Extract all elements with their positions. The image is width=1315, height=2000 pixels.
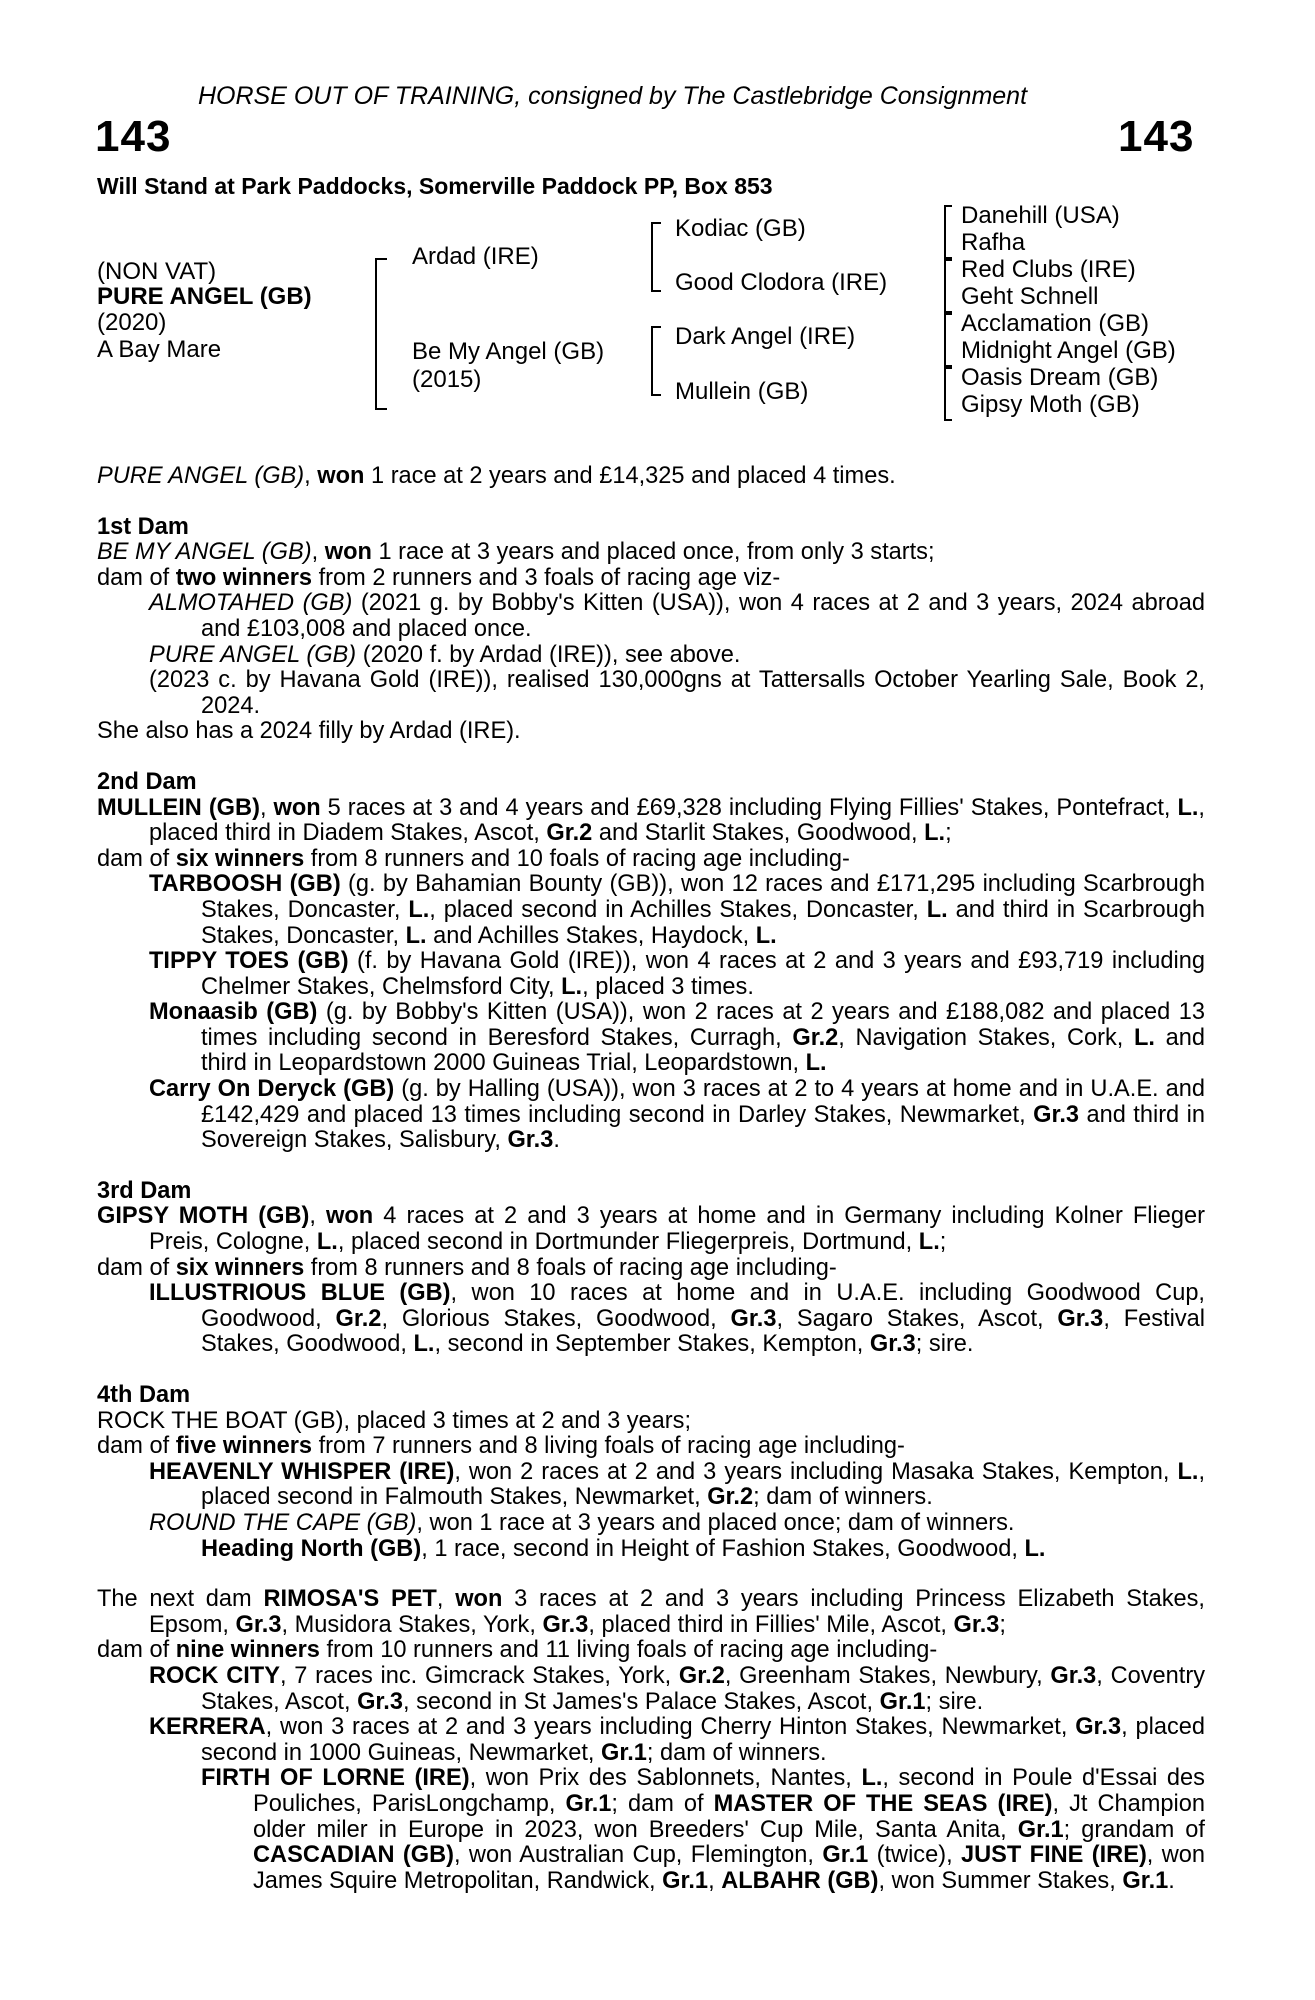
first-dam-produce: dam of two winners from 2 runners and 3 foals of racing age viz- xyxy=(97,564,781,591)
second-dam-offspring: TARBOOSH (GB) (g. by Bahamian Bounty (GB)), won 12 races and £171,295 including Scarbrough Stakes, Doncaster, L., placed second in Achilles Stakes, Doncaster, L. and third in Scarbrough Stakes, Doncaster, L. and Achilles Stakes, Haydock, L. xyxy=(149,871,1205,949)
first-dam-title: 1st Dam xyxy=(97,513,189,540)
consignment-line: HORSE OUT OF TRAINING, consigned by The Castlebridge Consignment xyxy=(198,82,1028,110)
dd-dam: Gipsy Moth (GB) xyxy=(961,391,1140,418)
second-dam-produce: dam of six winners from 8 runners and 10 foals of racing age including- xyxy=(97,845,850,872)
fourth-dam-offspring: ROUND THE CAPE (GB), won 1 race at 3 years and placed once; dam of winners. xyxy=(149,1509,1015,1536)
vat-status: (NON VAT) xyxy=(97,258,217,285)
bracket-parents xyxy=(375,258,387,410)
summary-line: PURE ANGEL (GB), won 1 race at 2 years and £14,325 and placed 4 times. xyxy=(97,463,896,489)
third-dam-section xyxy=(97,1179,1205,1358)
third-dam-title: 3rd Dam xyxy=(97,1177,192,1204)
fourth-dam-offspring: HEAVENLY WHISPER (IRE), won 2 races at 2 and 3 years including Masaka Stakes, Kempton, L., placed second in Falmouth Stakes, Newmarket, Gr.2; dam of winners. xyxy=(149,1458,1205,1511)
second-dam-record: MULLEIN (GB), won 5 races at 3 and 4 years and £69,328 including Flying Fillies' Stakes, Pontefract, L., placed third in Diadem Stakes, Ascot, Gr.2 and Starlit Stakes, Goodwood, L.; xyxy=(97,794,1205,847)
bracket-sd xyxy=(944,259,952,313)
ss-dam: Rafha xyxy=(961,229,1026,256)
ds-sire: Acclamation (GB) xyxy=(961,310,1150,337)
second-dam-offspring: TIPPY TOES (GB) (f. by Havana Gold (IRE)), won 4 races at 2 and 3 years and £93,719 including Chelmer Stakes, Chelmsford City, L., placed 3 times. xyxy=(149,948,1205,1000)
sd-dam: Geht Schnell xyxy=(961,283,1099,310)
pedigree-notes xyxy=(97,464,1205,1894)
dam-sire: Dark Angel (IRE) xyxy=(675,323,856,350)
fourth-dam-record: ROCK THE BOAT (GB), placed 3 times at 2 and 3 years; xyxy=(97,1407,692,1434)
bracket-ds xyxy=(944,313,952,367)
first-dam-offspring: (2023 c. by Havana Gold (IRE)), realised 130,000gns at Tattersalls October Yearling Sale, Book 2, 2024. xyxy=(149,667,1205,719)
sd-sire: Red Clubs (IRE) xyxy=(961,256,1136,283)
next-dam-record: The next dam RIMOSA'S PET, won 3 races at 2 and 3 years including Princess Elizabeth Stakes, Epsom, Gr.3, Musidora Stakes, York, Gr.3, placed third in Fillies' Mile, Ascot, Gr.3; xyxy=(97,1586,1205,1638)
fourth-dam-grandoffspring: Heading North (GB), 1 race, second in Height of Fashion Stakes, Goodwood, L. xyxy=(201,1535,1046,1562)
bracket-dd xyxy=(944,367,952,421)
sire-dam: Good Clodora (IRE) xyxy=(675,269,888,296)
dam-year: (2015) xyxy=(412,366,482,393)
next-dam-section xyxy=(97,1587,1205,1894)
next-dam-offspring: ROCK CITY, 7 races inc. Gimcrack Stakes, York, Gr.2, Greenham Stakes, Newbury, Gr.3, Coventry Stakes, Ascot, Gr.3, second in St James's Palace Stakes, Ascot, Gr.1; sire. xyxy=(149,1662,1205,1715)
third-dam-offspring: ILLUSTRIOUS BLUE (GB), won 10 races at home and in U.A.E. including Goodwood Cup, Goodwood, Gr.2, Glorious Stakes, Goodwood, Gr.3, Sagaro Stakes, Ascot, Gr.3, Festival Stakes, Goodwood, L., second in September Stakes, Kempton, Gr.3; sire. xyxy=(149,1280,1205,1358)
third-dam-produce: dam of six winners from 8 runners and 8 foals of racing age including- xyxy=(97,1254,837,1281)
horse-description: A Bay Mare xyxy=(97,336,222,363)
lot-number-right: 143 xyxy=(1118,112,1195,161)
second-dam-offspring: Carry On Deryck (GB) (g. by Halling (USA)), won 3 races at 2 to 4 years at home and in U.A.E. and £142,429 and placed 13 times including second in Darley Stakes, Newmarket, Gr.3 and third in Sovereign Stakes, Salisbury, Gr.3. xyxy=(149,1076,1205,1154)
stand-location: Will Stand at Park Paddocks, Somerville Paddock PP, Box 853 xyxy=(97,173,773,199)
third-dam-record: GIPSY MOTH (GB), won 4 races at 2 and 3 years at home and in Germany including Kolner Flieger Preis, Cologne, L., placed second in Dortmunder Fliegerpreis, Dortmund, L.; xyxy=(97,1203,1205,1256)
fourth-dam-produce: dam of five winners from 7 runners and 8 living foals of racing age including- xyxy=(97,1433,905,1460)
fourth-dam-section xyxy=(97,1383,1205,1562)
dd-sire: Oasis Dream (GB) xyxy=(961,364,1159,391)
second-dam-section xyxy=(97,770,1205,1154)
next-dam-offspring: KERRERA, won 3 races at 2 and 3 years including Cherry Hinton Stakes, Newmarket, Gr.3, placed second in 1000 Guineas, Newmarket, Gr.1; dam of winners. xyxy=(149,1714,1205,1766)
bracket-sire xyxy=(651,222,661,292)
second-dam-offspring: Monaasib (GB) (g. by Bobby's Kitten (USA)), won 2 races at 2 years and £188,082 and placed 13 times including second in Beresford Stakes, Curragh, Gr.2, Navigation Stakes, Cork, L. and third in Leopardstown 2000 Guineas Trial, Leopardstown, L. xyxy=(149,999,1205,1077)
first-dam-section xyxy=(97,515,1205,745)
dam: Be My Angel (GB) xyxy=(412,338,605,365)
dam-dam: Mullein (GB) xyxy=(675,378,809,405)
lot-number-left: 143 xyxy=(95,112,172,161)
bracket-ss xyxy=(944,205,952,259)
fourth-dam-title: 4th Dam xyxy=(97,1382,191,1408)
sire: Ardad (IRE) xyxy=(412,243,539,270)
bracket-dam xyxy=(651,326,661,396)
ds-dam: Midnight Angel (GB) xyxy=(961,337,1176,364)
first-dam-note: She also has a 2024 filly by Ardad (IRE). xyxy=(97,718,521,745)
horse-year: (2020) xyxy=(97,309,167,336)
horse-name: PURE ANGEL (GB) xyxy=(97,283,312,310)
first-dam-offspring: PURE ANGEL (GB) (2020 f. by Ardad (IRE)), see above. xyxy=(149,641,741,668)
first-dam-offspring: ALMOTAHED (GB) (2021 g. by Bobby's Kitten (USA)), won 4 races at 2 and 3 years, 2024 abroad and £103,008 and placed once. xyxy=(149,590,1205,642)
ss-sire: Danehill (USA) xyxy=(961,202,1120,229)
first-dam-record: BE MY ANGEL (GB), won 1 race at 3 years and placed once, from only 3 starts; xyxy=(97,539,935,566)
second-dam-title: 2nd Dam xyxy=(97,768,197,795)
sire-sire: Kodiac (GB) xyxy=(675,215,806,242)
next-dam-grandoffspring: FIRTH OF LORNE (IRE), won Prix des Sablonnets, Nantes, L., second in Poule d'Essai des Pouliches, ParisLongchamp, Gr.1; dam of MASTER OF THE SEAS (IRE), Jt Champion older miler in Europe in 2023, won Breeders' Cup Mile, Santa Anita, Gr.1; grandam of CASCADIAN (GB), won Australian Cup, Flemington, Gr.1 (twice), JUST FINE (IRE), won James Squire Metropolitan, Randwick, Gr.1, ALBAHR (GB), won Summer Stakes, Gr.1. xyxy=(201,1765,1205,1894)
next-dam-produce: dam of nine winners from 10 runners and 11 living foals of racing age including- xyxy=(97,1637,938,1664)
